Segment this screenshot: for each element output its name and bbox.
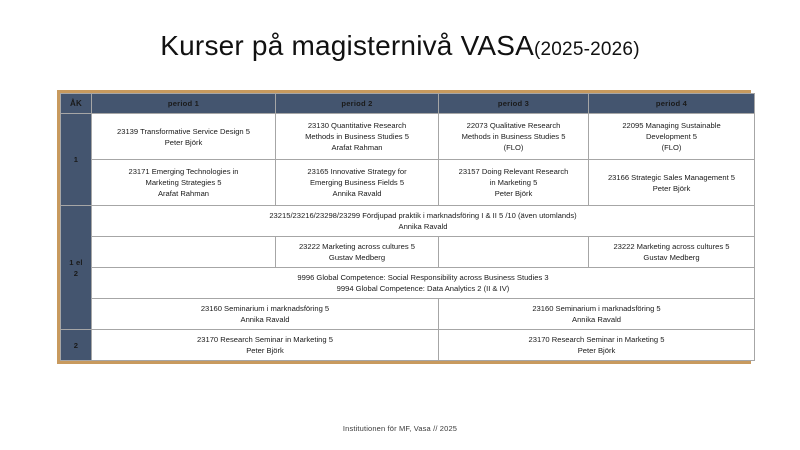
course-title-line: 23139 Transformative Service Design 5: [117, 126, 250, 136]
course-cell-internship: [92, 206, 755, 237]
table-row: [61, 268, 755, 299]
course-title-line: 23160 Seminarium i marknadsföring 5: [532, 304, 661, 313]
course-teacher-line: Gustav Medberg: [643, 253, 700, 262]
course-title-line: 23170 Research Seminar in Marketing 5: [197, 335, 333, 344]
course-teacher-line: Peter Björk: [494, 189, 533, 198]
course-cell-r1-p2: [276, 114, 439, 160]
course-teacher-line: Annika Ravald: [332, 189, 382, 198]
course-cell-global-competence: [92, 268, 755, 299]
course-title-line-2: Marketing Strategies 5: [145, 178, 222, 187]
year-label-2: 2: [61, 330, 92, 361]
course-title-line-2: in Marketing 5: [489, 178, 538, 187]
course-cell-seminarium-right: [439, 299, 755, 330]
course-cell-r1-p1: [92, 114, 276, 160]
course-title-line: 23160 Seminarium i marknadsföring 5: [200, 304, 330, 313]
column-header-period-3: period 3: [439, 94, 589, 114]
course-title-line-2: Development 5: [645, 132, 698, 141]
course-schedule-table: [60, 93, 755, 361]
course-cell-r4-p2: [276, 237, 439, 268]
course-teacher-line: Peter Björk: [652, 183, 691, 193]
table-row: [61, 160, 755, 206]
year-label-line-1: 1 el: [69, 257, 83, 267]
course-cell-r1-p3: [439, 114, 589, 160]
course-title-line: 23222 Marketing across cultures 5: [613, 242, 730, 251]
course-cell-research-seminar-right: [439, 330, 755, 361]
footer-text: Institutionen för MF, Vasa // 2025: [342, 424, 458, 433]
year-label-1-or-2: [61, 206, 92, 330]
column-header-period-2: period 2: [276, 94, 439, 114]
course-title-line: 23165 Innovative Strategy for: [307, 167, 407, 176]
course-schedule-table-frame: [57, 90, 751, 364]
course-title-line: 23166 Strategic Sales Management 5: [607, 172, 736, 182]
course-teacher-line: Gustav Medberg: [328, 253, 386, 262]
course-title-line: 23157 Doing Relevant Research: [458, 167, 569, 176]
course-title-line: 22073 Qualitative Research: [466, 121, 561, 130]
course-cell-r2-p1: [92, 160, 276, 206]
course-cell-r4-p4: [589, 237, 755, 268]
page-title: [0, 30, 800, 62]
course-teacher-line: Arafat Rahman: [157, 189, 210, 198]
course-cell-seminarium-left: [92, 299, 439, 330]
course-teacher-line: Peter Björk: [577, 346, 616, 355]
course-teacher-line: Peter Björk: [246, 346, 284, 355]
course-cell-research-seminar-left: [92, 330, 439, 361]
year-label-line-2: 2: [73, 268, 79, 278]
column-header-period-4: period 4: [589, 94, 755, 114]
course-cell-r2-p2: [276, 160, 439, 206]
column-header-ak: ÅK: [61, 94, 92, 114]
course-teacher-line: Annika Ravald: [240, 315, 290, 324]
table-row: [61, 206, 755, 237]
course-title-line: 22095 Managing Sustainable: [622, 121, 721, 130]
course-title-line-2: Methods in Business Studies 5: [461, 132, 566, 141]
course-title-line-2: Methods in Business Studies 5: [305, 132, 409, 141]
table-row: [61, 299, 755, 330]
course-location-line: (FLO): [661, 143, 682, 152]
table-row: [61, 330, 755, 361]
course-title-line: 23171 Emerging Technologies in: [128, 167, 239, 176]
table-row: [61, 237, 755, 268]
course-title-line: 23222 Marketing across cultures 5: [298, 242, 416, 251]
page-title-main: Kurser på magisternivå VASA: [160, 30, 534, 61]
column-header-period-1: period 1: [92, 94, 276, 114]
course-teacher-line: Peter Björk: [164, 137, 203, 147]
course-title-line-2: Emerging Business Fields 5: [309, 178, 405, 187]
course-cell-r2-p4: [589, 160, 755, 206]
course-cell-r4-p1-empty: [92, 237, 276, 268]
course-cell-r1-p4: [589, 114, 755, 160]
course-title-line: 9996 Global Competence: Social Responsibility across Business Studies 3: [297, 273, 549, 282]
table-row: [61, 114, 755, 160]
course-title-line: 23170 Research Seminar in Marketing 5: [528, 335, 665, 344]
course-title-line-2: 9994 Global Competence: Data Analytics 2 (II & IV): [336, 284, 510, 293]
course-title-line: 23130 Quantitative Research: [307, 121, 407, 130]
course-title-line: 23215/23216/23298/23299 Fördjupad praktik i marknadsföring I & II 5 /10 (även utomlands): [269, 211, 577, 220]
course-teacher-line: Annika Ravald: [572, 315, 621, 324]
course-cell-r2-p3: [439, 160, 589, 206]
table-header-row: [61, 94, 755, 114]
year-label-1: 1: [61, 114, 92, 206]
page-title-years: (2025-2026): [534, 39, 640, 60]
course-teacher-line: Arafat Rahman: [331, 143, 383, 152]
course-location-line: (FLO): [503, 143, 524, 152]
course-cell-r4-p3-empty: [439, 237, 589, 268]
course-teacher-line: Annika Ravald: [398, 222, 448, 231]
